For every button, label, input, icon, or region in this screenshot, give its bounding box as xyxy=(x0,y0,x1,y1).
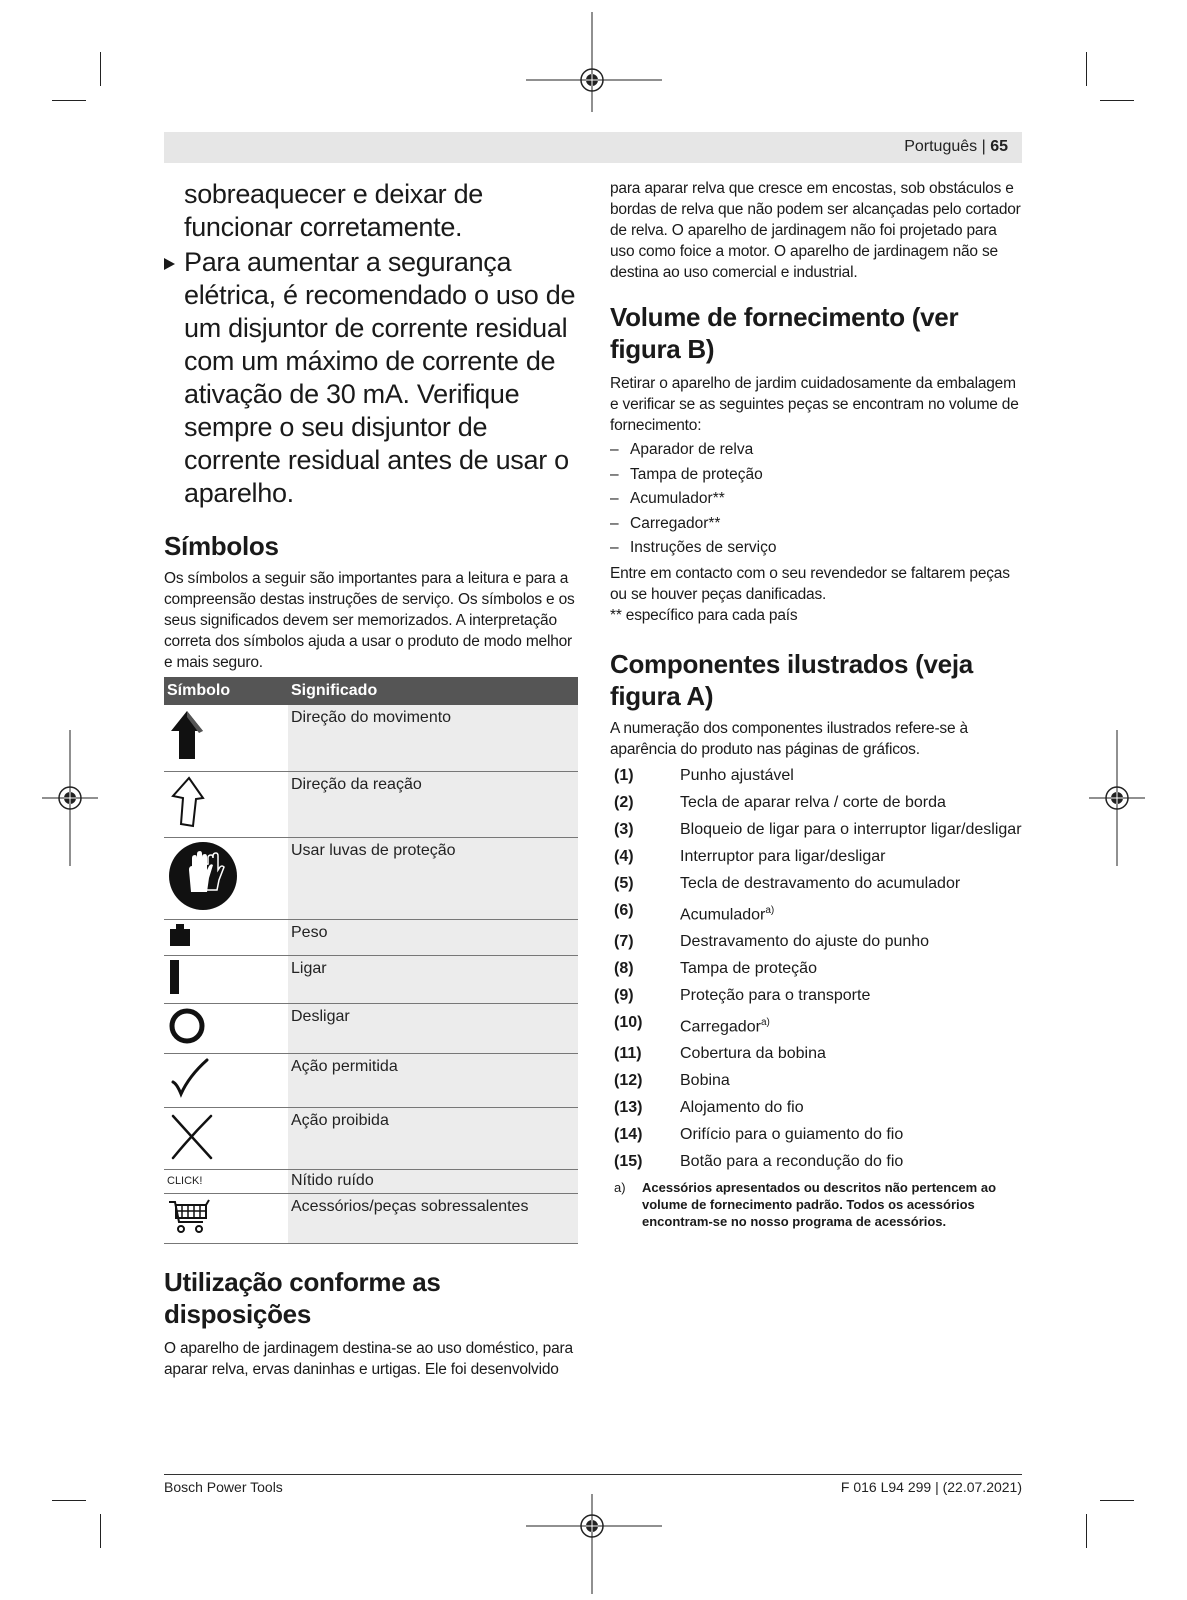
meaning-cell: Usar luvas de proteção xyxy=(288,837,578,919)
list-item: (15) Botão para a recondução do fio xyxy=(614,1153,904,1171)
delivery-after-text: Entre em contacto com o seu revendedor se faltarem peças ou se houver peças danificadas. xyxy=(610,564,1010,603)
symbol-cell xyxy=(164,1003,288,1053)
components-list xyxy=(610,762,1022,1176)
footnote xyxy=(610,1179,1022,1230)
page-number: 65 xyxy=(990,138,1008,155)
page-header xyxy=(164,132,1022,163)
list-item: (8) Tampa de proteção xyxy=(614,959,817,977)
safety-bullet-text: Para aumentar a segurança elétrica, é recomendado o uso de um disjuntor de corrente residual com um máximo de corrente de ativação de 30 mA. Verifique sempre o seu disjuntor de corrente residual antes de usar o aparelho. xyxy=(184,247,576,508)
footer-doc-id: F 016 L94 299 | (22.07.2021) xyxy=(840,1479,1022,1495)
meaning-cell: Direção do movimento xyxy=(288,705,578,771)
list-item: (2) Tecla de aparar relva / corte de borda xyxy=(614,793,946,811)
table-row xyxy=(164,919,578,955)
list-item: (6) Acumulador$^{a)}$ xyxy=(614,901,775,923)
list-item: – Tampa de proteção xyxy=(610,465,763,483)
crop-mark xyxy=(100,52,101,86)
symbol-cell xyxy=(164,1169,288,1193)
registration-mark-icon xyxy=(42,730,98,866)
crop-mark xyxy=(1100,100,1134,101)
symbol-cell xyxy=(164,837,288,919)
intended-use-paragraph: O aparelho de jardinagem destina-se ao uso doméstico, para aparar relva, ervas daninhas e urtigas. Ele foi desenvolvido xyxy=(164,1339,573,1378)
table-row xyxy=(164,1053,578,1107)
delivery-list xyxy=(610,438,1022,561)
list-item: (1) Punho ajustável xyxy=(614,766,794,784)
components-heading: Componentes ilustrados (veja figura A) xyxy=(610,648,973,711)
off-circle-icon xyxy=(167,1006,207,1046)
table-header-symbol: Símbolo xyxy=(164,677,288,705)
symbol-cell xyxy=(164,955,288,1003)
intended-use-heading: Utilização conforme as disposições xyxy=(164,1266,441,1329)
weight-icon xyxy=(167,922,193,948)
symbols-heading: Símbolos xyxy=(164,531,279,561)
list-item: (10) Carregador$^{a)}$ xyxy=(614,1013,770,1036)
list-item: – Aparador de relva xyxy=(610,441,754,458)
table-row xyxy=(164,771,578,837)
symbol-cell xyxy=(164,705,288,771)
registration-mark-icon xyxy=(526,12,662,112)
footnote-text: Acessórios apresentados ou descritos não pertencem ao volume de fornecimento padrão. Todos os acessórios encontram-se no nosso programa de acessórios. xyxy=(642,1180,997,1230)
direction-of-reaction-arrow-icon xyxy=(167,774,207,830)
table-row xyxy=(164,955,578,1003)
list-item: (14) Orifício para o guiamento do fio xyxy=(614,1126,904,1144)
check-mark-icon xyxy=(167,1056,211,1100)
safety-bullet xyxy=(164,246,578,510)
cross-mark-icon xyxy=(167,1110,217,1162)
protective-gloves-icon xyxy=(167,840,239,912)
crop-mark xyxy=(1086,52,1087,86)
list-item: (11) Cobertura da bobina xyxy=(614,1045,826,1063)
meaning-cell: Ação proibida xyxy=(288,1107,578,1169)
meaning-cell: Nítido ruído xyxy=(288,1169,578,1193)
on-bar-icon xyxy=(167,958,187,996)
table-row xyxy=(164,705,578,771)
symbol-cell xyxy=(164,1107,288,1169)
list-item: (7) Destravamento do ajuste do punho xyxy=(614,932,930,950)
table-row xyxy=(164,1193,578,1243)
bullet-triangle-icon xyxy=(164,258,175,270)
components-paragraph: A numeração dos componentes ilustrados refere-se à aparência do produto nas páginas de gráficos. xyxy=(610,719,968,758)
list-item: – Acumulador** xyxy=(610,490,725,507)
crop-mark xyxy=(100,1514,101,1548)
registration-mark-icon xyxy=(1089,730,1145,866)
list-item: (5) Tecla de destravamento do acumulador xyxy=(614,874,961,892)
right-column xyxy=(610,178,1022,1230)
table-row xyxy=(164,837,578,919)
intro-text: sobreaquecer e deixar de funcionar corretamente. xyxy=(184,179,484,242)
click-text-icon: CLICK! xyxy=(167,1175,203,1187)
list-item: (4) Interruptor para ligar/desligar xyxy=(614,847,886,865)
delivery-note: ** específico para cada país xyxy=(610,606,798,624)
meaning-cell: Ação permitida xyxy=(288,1053,578,1107)
header-language: Português xyxy=(904,138,978,155)
footnote-key: a) xyxy=(614,1180,626,1196)
meaning-cell: Desligar xyxy=(288,1003,578,1053)
crop-mark xyxy=(1100,1500,1134,1501)
symbol-cell xyxy=(164,1053,288,1107)
crop-mark xyxy=(52,100,86,101)
symbol-cell xyxy=(164,771,288,837)
shopping-cart-icon xyxy=(167,1196,211,1236)
list-item: – Carregador** xyxy=(610,514,721,532)
delivery-paragraph: Retirar o aparelho de jardim cuidadosamente da embalagem e verificar se as seguintes peças se encontram no volume de fornecimento: xyxy=(610,375,1019,434)
meaning-cell: Peso xyxy=(288,919,578,955)
list-item: (13) Alojamento do fio xyxy=(614,1099,804,1117)
left-column xyxy=(164,178,578,1380)
symbol-cell xyxy=(164,919,288,955)
header-separator: | xyxy=(981,138,986,155)
table-row xyxy=(164,1107,578,1169)
crop-mark xyxy=(1086,1514,1087,1548)
symbols-paragraph: Os símbolos a seguir são importantes para a leitura e para a compreensão destas instruções de serviço. Os símbolos e os seus significados devem ser memorizados. A interpretação correta dos símbolos ajuda a usar o produto de modo melhor e mais seguro. xyxy=(164,570,575,671)
registration-mark-icon xyxy=(526,1494,662,1594)
symbol-cell xyxy=(164,1193,288,1243)
delivery-heading: Volume de fornecimento (ver figura B) xyxy=(610,302,959,364)
direction-of-movement-arrow-icon xyxy=(167,707,207,763)
list-item: (12) Bobina xyxy=(614,1072,730,1090)
header-text xyxy=(904,138,1008,156)
meaning-cell: Direção da reação xyxy=(288,771,578,837)
intended-use-continued: para aparar relva que cresce em encostas, sob obstáculos e bordas de relva que não podem ser alcançadas pelo cortador de relva. O aparelho de jardinagem não foi projetado para uso como foice a motor. O aparelho de jardinagem não se destina ao uso comercial e industrial. xyxy=(610,180,1021,281)
list-item: (3) Bloqueio de ligar para o interruptor ligar/desligar xyxy=(614,820,1022,838)
crop-mark xyxy=(52,1500,86,1501)
list-item: (9) Proteção para o transporte xyxy=(614,986,871,1004)
symbols-table xyxy=(164,677,578,1244)
table-row xyxy=(164,1003,578,1053)
list-item: – Instruções de serviço xyxy=(610,539,777,556)
footer-rule xyxy=(164,1474,1022,1475)
table-header-meaning: Significado xyxy=(288,677,578,705)
meaning-cell: Ligar xyxy=(288,955,578,1003)
footer-brand: Bosch Power Tools xyxy=(164,1479,283,1495)
meaning-cell: Acessórios/peças sobressalentes xyxy=(288,1193,578,1243)
table-row xyxy=(164,1169,578,1193)
